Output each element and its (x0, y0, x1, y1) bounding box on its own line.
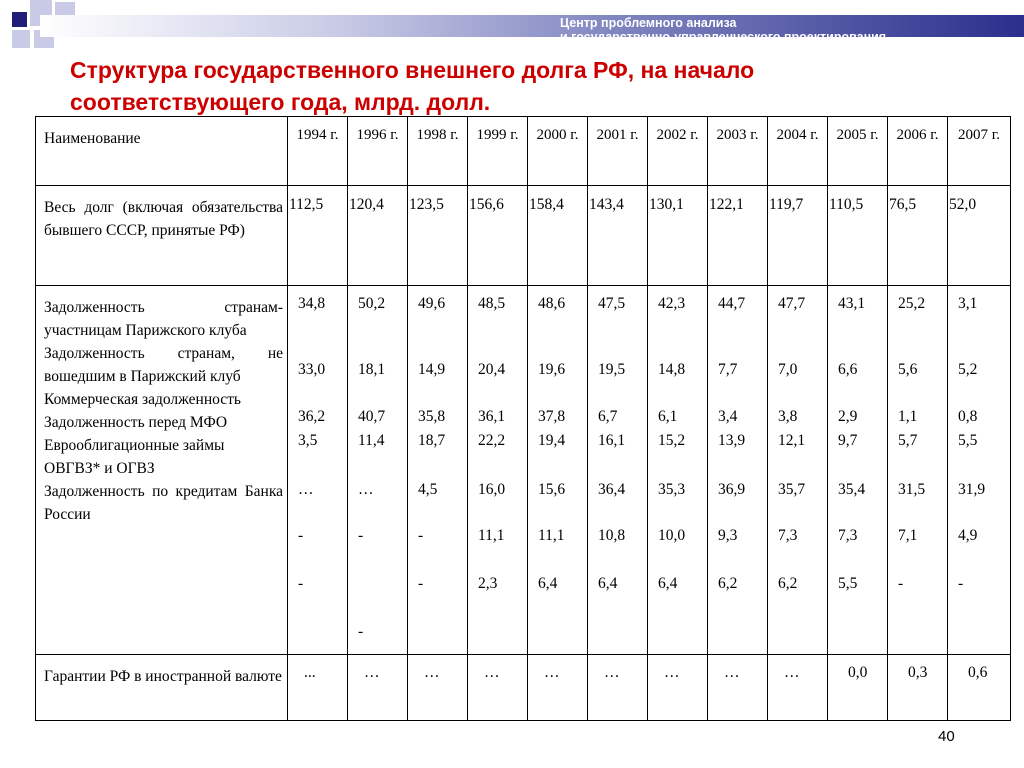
breakdown-value: 2,9 (838, 408, 858, 425)
slide-title: Структура государственного внешнего долга РФ, на начало соответствующего года, млрд. долл. (70, 57, 755, 115)
guarantees-value-cell (408, 655, 468, 721)
column-header-year: 1994 г. (288, 117, 348, 186)
breakdown-value: 2,3 (478, 575, 498, 592)
breakdown-value: 5,2 (958, 361, 978, 378)
breakdown-value: 0,8 (958, 408, 978, 425)
debt-breakdown-row (36, 286, 1011, 655)
breakdown-value: 47,7 (778, 295, 806, 312)
breakdown-value: 7,3 (838, 527, 858, 544)
breakdown-value: 33,0 (298, 361, 326, 378)
breakdown-value: 37,8 (538, 408, 566, 425)
breakdown-label: ОВГВЗ* и ОГВЗ (44, 460, 155, 477)
breakdown-value: … (298, 481, 314, 498)
organization-name (560, 16, 1020, 44)
breakdown-value: 6,4 (538, 575, 558, 592)
breakdown-values-column (288, 286, 348, 655)
breakdown-value: 11,1 (478, 527, 505, 544)
total-debt-value: 156,6 (469, 196, 504, 213)
breakdown-value: 50,2 (358, 295, 386, 312)
guarantees-value-cell (828, 655, 888, 721)
breakdown-value: 48,5 (478, 295, 506, 312)
breakdown-value: - (418, 527, 424, 544)
breakdown-values-column (828, 286, 888, 655)
organization-name-line-1: Центр проблемного анализа (560, 16, 737, 30)
breakdown-value: 36,1 (478, 408, 506, 425)
guarantees-value: … (424, 664, 440, 681)
breakdown-values-column (888, 286, 948, 655)
column-header-year: 1999 г. (468, 117, 528, 186)
breakdown-value: 4,9 (958, 527, 978, 544)
guarantees-value-cell (468, 655, 528, 721)
breakdown-value: 5,7 (898, 432, 918, 449)
breakdown-value: 5,5 (838, 575, 858, 592)
breakdown-value: 34,8 (298, 295, 326, 312)
breakdown-value: 35,7 (778, 481, 806, 498)
breakdown-value: 7,7 (718, 361, 738, 378)
breakdown-value: 3,8 (778, 408, 798, 425)
guarantees-value: 0,3 (908, 664, 928, 681)
breakdown-value: 12,1 (778, 432, 806, 449)
breakdown-value: 36,4 (598, 481, 626, 498)
breakdown-value: 7,1 (898, 527, 918, 544)
breakdown-label: Задолженность странам-участницам Парижского клуба (44, 299, 283, 339)
total-debt-value: 110,5 (829, 196, 864, 213)
breakdown-value: 9,7 (838, 432, 858, 449)
guarantees-value: 0,6 (968, 664, 988, 681)
guarantees-value-cell (948, 655, 1011, 721)
guarantees-value-cell (648, 655, 708, 721)
breakdown-value: 11,1 (538, 527, 565, 544)
breakdown-value: 14,8 (658, 361, 686, 378)
column-header-year: 2004 г. (768, 117, 828, 186)
breakdown-value: 20,4 (478, 361, 506, 378)
breakdown-value: 19,4 (538, 432, 566, 449)
breakdown-value: 6,2 (778, 575, 798, 592)
breakdown-value: 7,3 (778, 527, 798, 544)
guarantees-value: … (484, 664, 500, 681)
total-debt-value: 52,0 (949, 196, 977, 213)
breakdown-value: 6,4 (658, 575, 678, 592)
guarantees-row (36, 655, 1011, 721)
breakdown-value: 5,5 (958, 432, 978, 449)
total-debt-value: 123,5 (409, 196, 444, 213)
total-debt-value: 122,1 (709, 196, 744, 213)
total-debt-row (36, 186, 1011, 286)
guarantees-value: ... (304, 664, 316, 681)
debt-structure-table (35, 116, 1011, 721)
breakdown-value: 6,1 (658, 408, 678, 425)
breakdown-value: 48,6 (538, 295, 566, 312)
guarantees-value: … (544, 664, 560, 681)
guarantees-value: … (664, 664, 680, 681)
breakdown-value: 36,9 (718, 481, 746, 498)
breakdown-value: 10,0 (658, 527, 686, 544)
breakdown-label: Коммерческая задолженность (44, 391, 242, 408)
breakdown-label: Задолженность странам, не вошедшим в Парижский клуб (44, 345, 283, 385)
column-header-year: 2001 г. (588, 117, 648, 186)
breakdown-label: Задолженность перед МФО (44, 414, 228, 431)
breakdown-value: 22,2 (478, 432, 506, 449)
breakdown-value: - (358, 623, 364, 640)
breakdown-value: - (358, 527, 364, 544)
column-header-year: 2005 г. (828, 117, 888, 186)
column-header-year: 2000 г. (528, 117, 588, 186)
breakdown-value: 6,6 (838, 361, 858, 378)
breakdown-values-column (948, 286, 1011, 655)
breakdown-value: 7,0 (778, 361, 798, 378)
total-debt-value: 120,4 (349, 196, 384, 213)
breakdown-value: 13,9 (718, 432, 746, 449)
breakdown-values-column (708, 286, 768, 655)
breakdown-value: 19,5 (598, 361, 626, 378)
organization-name-line-2: и государственно-управленческого проектирования (560, 30, 887, 44)
breakdown-values-column (588, 286, 648, 655)
guarantees-value-cell (288, 655, 348, 721)
column-header-name: Наименование (36, 117, 288, 186)
decor-square (12, 12, 27, 27)
column-header-year: 1998 г. (408, 117, 468, 186)
column-header-year: 2003 г. (708, 117, 768, 186)
breakdown-value: 5,6 (898, 361, 918, 378)
guarantees-value-cell (888, 655, 948, 721)
breakdown-value: 49,6 (418, 295, 446, 312)
breakdown-values-column (348, 286, 408, 655)
breakdown-value: 43,1 (838, 295, 866, 312)
breakdown-value: - (898, 575, 904, 592)
guarantees-value-cell (528, 655, 588, 721)
breakdown-value: 36,2 (298, 408, 326, 425)
breakdown-value: - (418, 575, 424, 592)
breakdown-value: 42,3 (658, 295, 686, 312)
breakdown-value: - (958, 575, 964, 592)
breakdown-value: 16,0 (478, 481, 506, 498)
breakdown-value: 3,1 (958, 295, 978, 312)
breakdown-value: 11,4 (358, 432, 385, 449)
total-debt-value: 76,5 (889, 196, 917, 213)
guarantees-value: … (604, 664, 620, 681)
breakdown-value: 9,3 (718, 527, 738, 544)
column-header-year: 2007 г. (948, 117, 1011, 186)
guarantees-value-cell (708, 655, 768, 721)
breakdown-value: - (298, 575, 304, 592)
guarantees-label: Гарантии РФ в иностранной валюте (36, 655, 288, 721)
breakdown-values-column (768, 286, 828, 655)
total-debt-value: 130,1 (649, 196, 684, 213)
breakdown-value: 31,5 (898, 481, 926, 498)
total-debt-value: 119,7 (769, 196, 804, 213)
breakdown-value: 3,5 (298, 432, 318, 449)
breakdown-value: 16,1 (598, 432, 626, 449)
breakdown-value: 40,7 (358, 408, 386, 425)
guarantees-value: … (724, 664, 740, 681)
breakdown-value: 47,5 (598, 295, 626, 312)
breakdown-value: 10,8 (598, 527, 626, 544)
breakdown-value: 15,6 (538, 481, 566, 498)
breakdown-labels (36, 286, 288, 655)
page-number: 40 (938, 728, 955, 745)
decor-square (12, 30, 30, 48)
breakdown-value: 6,7 (598, 408, 618, 425)
guarantees-value: … (364, 664, 380, 681)
guarantees-value-cell (768, 655, 828, 721)
breakdown-value: 19,6 (538, 361, 566, 378)
breakdown-value: … (358, 481, 374, 498)
breakdown-value: 6,2 (718, 575, 738, 592)
breakdown-values-column (468, 286, 528, 655)
breakdown-value: 35,3 (658, 481, 686, 498)
breakdown-label: Еврооблигационные займы (44, 437, 225, 454)
breakdown-value: 6,4 (598, 575, 618, 592)
breakdown-values-column (648, 286, 708, 655)
column-header-year: 2006 г. (888, 117, 948, 186)
breakdown-values-column (528, 286, 588, 655)
breakdown-value: 4,5 (418, 481, 438, 498)
breakdown-value: 35,4 (838, 481, 866, 498)
guarantees-value: … (784, 664, 800, 681)
total-debt-value: 158,4 (529, 196, 564, 213)
breakdown-value: 18,1 (358, 361, 386, 378)
breakdown-value: 31,9 (958, 481, 986, 498)
guarantees-value-cell (588, 655, 648, 721)
breakdown-values-column (408, 286, 468, 655)
breakdown-value: 18,7 (418, 432, 446, 449)
header-row (36, 117, 1011, 186)
guarantees-value-cell (348, 655, 408, 721)
breakdown-value: - (298, 527, 304, 544)
total-debt-label: Весь долг (включая обязательства бывшего СССР, принятые РФ) (36, 186, 288, 286)
breakdown-value: 35,8 (418, 408, 446, 425)
total-debt-value: 143,4 (589, 196, 624, 213)
total-debt-value: 112,5 (289, 196, 324, 213)
column-header-year: 1996 г. (348, 117, 408, 186)
breakdown-label: Задолженность по кредитам Банка России (44, 483, 283, 523)
breakdown-value: 44,7 (718, 295, 746, 312)
breakdown-value: 15,2 (658, 432, 686, 449)
breakdown-value: 3,4 (718, 408, 738, 425)
guarantees-value: 0,0 (848, 664, 868, 681)
breakdown-value: 25,2 (898, 295, 926, 312)
breakdown-value: 14,9 (418, 361, 446, 378)
column-header-year: 2002 г. (648, 117, 708, 186)
breakdown-value: 1,1 (898, 408, 918, 425)
